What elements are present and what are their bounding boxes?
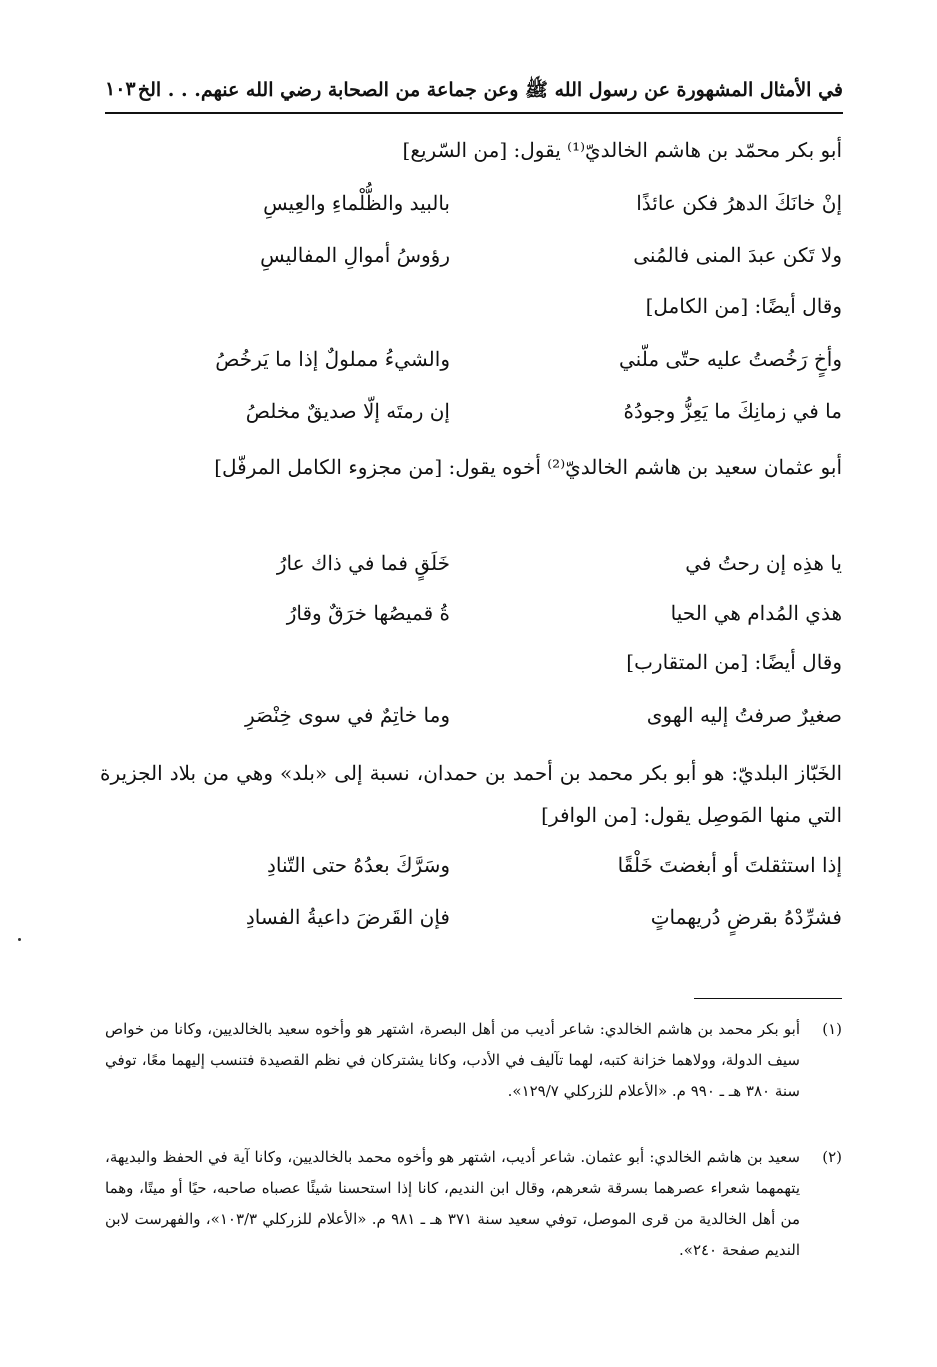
verse-6-first-hemistich: هذي المُدام هي الحيا xyxy=(670,601,842,625)
verse-6-second-hemistich: ةُ قميصُها خرَقٌ وقارُ xyxy=(286,601,450,625)
verse-9-first-hemistich: فشرِّدْهُ بقرضٍ دُريهماتٍ xyxy=(650,905,842,929)
verse-1-second-hemistich: بالبيد والظُّلْماءِ والعِيسِ xyxy=(263,191,450,215)
verse-9 xyxy=(150,902,842,932)
footnote-2 xyxy=(105,1142,842,1266)
footnote-1 xyxy=(105,1014,842,1107)
verse-2-second-hemistich: رؤوسُ أموالِ المفاليسِ xyxy=(260,243,450,267)
verse-2 xyxy=(150,240,842,270)
verse-8 xyxy=(150,850,842,880)
verse-8-second-hemistich: وسَرَّكَ بعدُهُ حتى التّنادِ xyxy=(267,853,450,877)
verse-3 xyxy=(150,344,842,374)
verse-7-first-hemistich: صغيرٌ صرفتُ إليه الهوى xyxy=(646,703,842,727)
verse-9-second-hemistich: فإن القَرضَ داعيةُ الفسادِ xyxy=(245,905,450,929)
footnote-1-text: أبو بكر محمد بن هاشم الخالدي: شاعر أديب من أهل البصرة، اشتهر هو وأخوه سعيد بالخالديين، وكانا من خواص سيف الدولة، وولاهما خزانة كتبه، لهما تآليف في الأدب، وكانا يشتركان في نظم القصيدة فتنسب إليهما معًا، توفي سنة ٣٨٠ هـ ـ ٩٩٠ م. «الأعلام للزركلي ١٢٩/٧». xyxy=(105,1020,800,1100)
verse-7-second-hemistich: وما خاتِمٌ في سوى خِنْصَرِ xyxy=(245,703,450,727)
footnote-1-number: (١) xyxy=(822,1020,842,1038)
verse-1 xyxy=(150,188,842,218)
footnote-2-text: سعيد بن هاشم الخالدي: أبو عثمان. شاعر أديب، اشتهر هو وأخوه محمد بالخالديين، وكانا آية في الحفظ والبديهة، يتهمهما شعراء عصرهما بسرقة شعرهم، وقال ابن النديم، كانا إذا استحسنا شيئًا عصباه صاحبه، حيًا أو ميتًا، وهما من أهل الخالدية من قرى الموصل، توفي سعيد سنة ٣٧١ هـ ـ ٩٨١ م. «الأعلام للزركلي ١٠٣/٣»، والفهرست لابن النديم صفحة ٢٤٠». xyxy=(105,1148,800,1259)
poet-intro-abu-uthman: أبو عثمان سعيد بن هاشم الخالديّ⁽²⁾ أخوه يقول: [من مجزوء الكامل المرفّل] xyxy=(214,455,842,479)
verse-1-first-hemistich: إنْ خانَكَ الدهرُ فكن عائذًا xyxy=(636,191,842,215)
footnote-2-number: (٢) xyxy=(822,1148,842,1166)
verse-4-first-hemistich: ما في زمانِكَ ما يَعِزُّ وجودُهُ xyxy=(623,399,842,423)
verse-6 xyxy=(150,598,842,628)
running-header xyxy=(105,70,843,110)
intro-also-mutaqarib: وقال أيضًا: [من المتقارب] xyxy=(626,650,842,674)
verse-5-first-hemistich: يا هذِه إن رحتُ في xyxy=(685,551,842,575)
verse-7 xyxy=(150,700,842,730)
intro-also-kamil: وقال أيضًا: [من الكامل] xyxy=(645,294,842,318)
scan-speck xyxy=(18,938,21,941)
poet-intro-khabbaz: الخَبّاز البلديّ: هو أبو بكر محمد بن أحمد بن حمدان، نسبة إلى «بلد» وهي من بلاد الجزيرة التي منها المَوصِل يقول: [من الوافر] xyxy=(100,761,842,827)
footnote-separator xyxy=(694,998,842,999)
page-number: ١٠٣ xyxy=(105,78,136,100)
verse-8-first-hemistich: إذا استثقلتَ أو أبغضتَ خَلْقًا xyxy=(617,853,842,877)
verse-5-second-hemistich: خَلَقٍ فما في ذاك عارُ xyxy=(276,551,450,575)
verse-3-second-hemistich: والشيءُ مملولٌ إذا ما يَرخُصُ xyxy=(215,347,450,371)
verse-4-second-hemistich: إن رمتَه إلّا صديقٌ مخلصُ xyxy=(245,399,450,423)
poet-intro-abu-bakr: أبو بكر محمّد بن هاشم الخالديّ⁽¹⁾ يقول: [من السّريع] xyxy=(402,138,842,162)
verse-5 xyxy=(150,548,842,578)
verse-3-first-hemistich: وأخٍ رَخُصتُ عليه حتّى ملّني xyxy=(619,347,842,371)
running-title: في الأمثال المشهورة عن رسول الله ﷺ وعن جماعة من الصحابة رضي الله عنهم. . . الخ xyxy=(137,79,843,101)
verse-2-first-hemistich: ولا تَكن عبدَ المنى فالمُنى xyxy=(633,243,842,267)
verse-4 xyxy=(150,396,842,426)
header-rule xyxy=(105,112,843,114)
